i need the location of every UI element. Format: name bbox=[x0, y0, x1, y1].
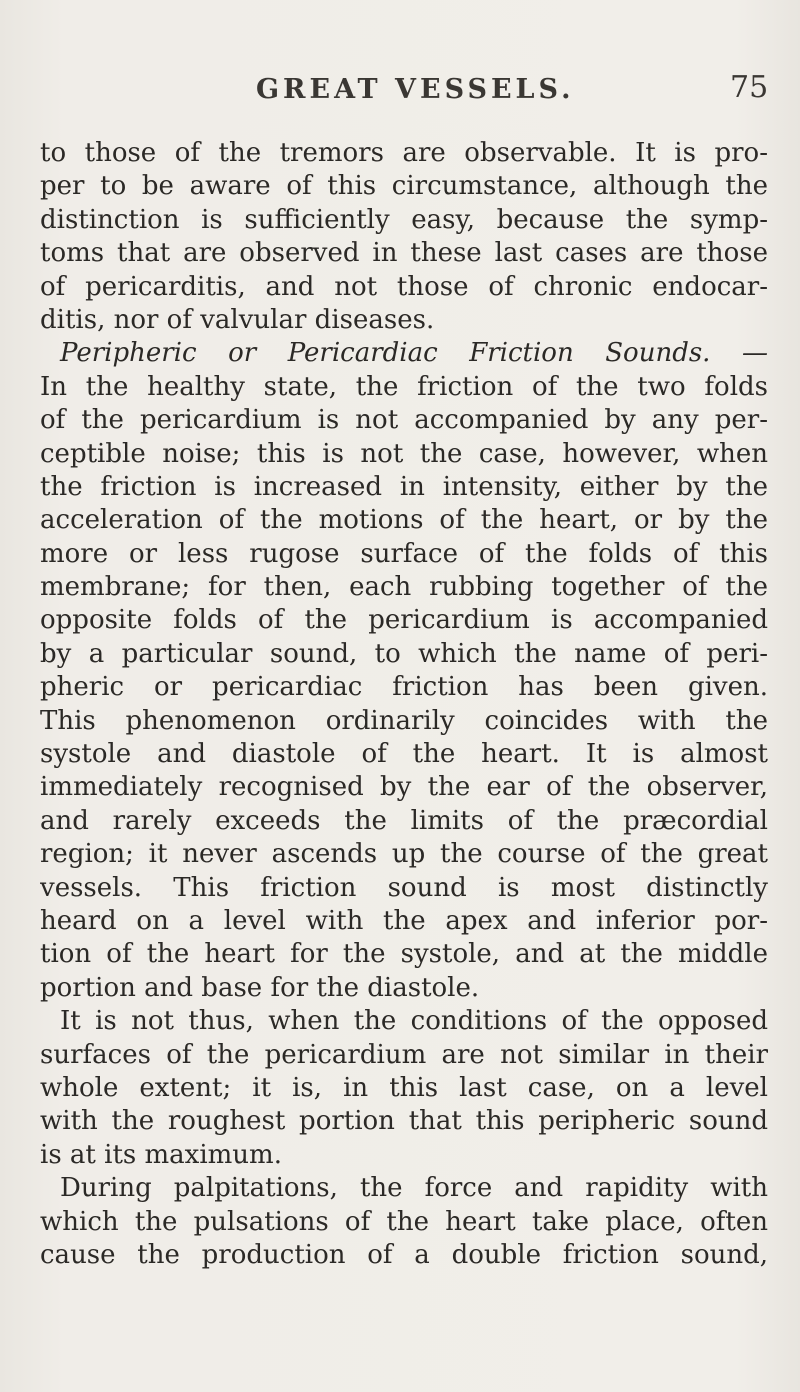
text-line: of the pericardium is not accompanied by any per- bbox=[40, 405, 768, 436]
text-line: During palpitations, the force and rapidity with bbox=[60, 1173, 768, 1204]
text-line: pheric or pericardiac friction has been given. bbox=[40, 672, 768, 703]
text-line: It is not thus, when the conditions of the opposed bbox=[60, 1006, 768, 1037]
text-line: to those of the tremors are observable. It is pro- bbox=[40, 138, 768, 168]
text-line: per to be aware of this circumstance, although the bbox=[40, 171, 768, 202]
text-line: more or less rugose surface of the folds of this bbox=[40, 538, 768, 569]
text-line: by a particular sound, to which the name of peri- bbox=[40, 638, 768, 669]
text-line: tion of the heart for the systole, and at the middle bbox=[40, 939, 768, 970]
text-line: acceleration of the motions of the heart, or by the bbox=[40, 505, 768, 536]
text-line: of pericarditis, and not those of chronic endocar- bbox=[40, 271, 768, 302]
text-line: toms that are observed in these last cases are those bbox=[40, 238, 768, 269]
text-line: vessels. This friction sound is most distinctly bbox=[40, 872, 768, 903]
text-line: immediately recognised by the ear of the observer, bbox=[40, 772, 768, 803]
text-line: which the pulsations of the heart take place, often bbox=[40, 1206, 768, 1237]
text-line: This phenomenon ordinarily coincides with the bbox=[40, 705, 768, 736]
text-line: ditis, nor of valvular diseases. bbox=[40, 304, 435, 335]
running-head bbox=[0, 70, 800, 114]
text-line: In the healthy state, the friction of the two folds bbox=[40, 371, 768, 402]
text-line: systole and diastole of the heart. It is almost bbox=[40, 739, 768, 770]
text-line: membrane; for then, each rubbing together of the bbox=[40, 572, 768, 603]
text-line: Peripheric or Pericardiac Friction Sounds. — bbox=[60, 338, 768, 369]
page-number: 75 bbox=[730, 70, 769, 105]
text-line: with the roughest portion that this peripheric sound bbox=[40, 1106, 768, 1137]
text-line: distinction is sufficiently easy, because the symp- bbox=[40, 204, 768, 235]
text-line: surfaces of the pericardium are not similar in their bbox=[40, 1039, 768, 1070]
running-title: GREAT VESSELS. bbox=[256, 74, 575, 105]
text-line: is at its maximum. bbox=[40, 1139, 282, 1170]
text-line: region; it never ascends up the course of the great bbox=[40, 839, 768, 870]
body-text bbox=[40, 137, 768, 1272]
text-line: cause the production of a double friction sound, bbox=[40, 1239, 768, 1270]
text-line: heard on a level with the apex and inferior por- bbox=[40, 905, 768, 936]
text-line: ceptible noise; this is not the case, however, when bbox=[40, 438, 768, 469]
text-line: portion and base for the diastole. bbox=[40, 972, 480, 1003]
text-line: opposite folds of the pericardium is accompanied bbox=[40, 605, 768, 636]
text-line: the friction is increased in intensity, either by the bbox=[40, 471, 768, 502]
text-line: and rarely exceeds the limits of the præcordial bbox=[40, 805, 768, 836]
text-line: whole extent; it is, in this last case, on a level bbox=[40, 1072, 768, 1103]
